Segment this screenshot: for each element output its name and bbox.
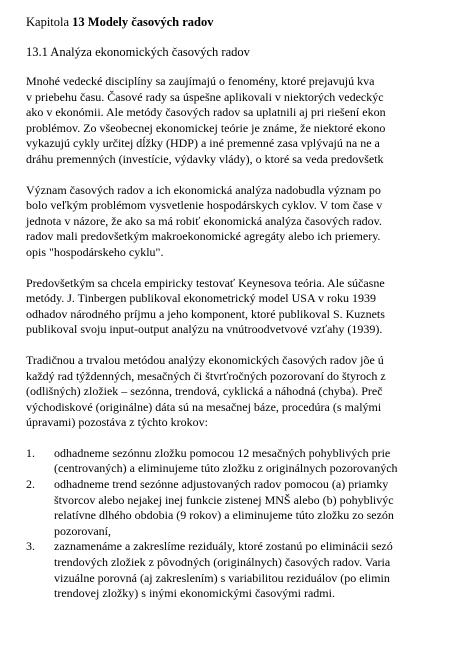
paragraph-4 — [26, 353, 451, 431]
step-item-3 — [26, 539, 451, 601]
paragraph-line: radov mali predovšetkým makroekonomické agregáty alebo ich priemery. — [26, 229, 381, 244]
paragraph-3 — [26, 276, 451, 338]
step-line: pozorovaní, — [54, 523, 111, 538]
paragraph-line: Význam časových radov a ich ekonomická analýza nadobudla význam po — [26, 182, 381, 197]
step-line: vizuálne porovná (aj zakreslením) s variabilitou reziduálov (po elimin — [54, 570, 390, 585]
paragraph-line: Tradičnou a trvalou metódou analýzy ekonomických časových radov jõe ú — [26, 352, 384, 367]
step-line: odhadneme sezónnu zložku pomocou 12 mesačných pohyblivých prie — [54, 445, 391, 460]
paragraph-line: problémov. Zo všeobecnej ekonomickej teórie je známe, že niektoré ekono — [26, 120, 386, 135]
paragraph-line: v priebehu času. Časové rady sa úspešne aplikovali v niektorých vedeckýc — [26, 89, 384, 104]
paragraph-line: odhadov národného príjmu a jeho komponent, ktoré publikoval S. Kuznets — [26, 306, 385, 321]
paragraph-2 — [26, 183, 451, 261]
step-line: (centrovaných) a eliminujeme túto zložku z originálnych pozorovaných — [54, 461, 398, 476]
paragraph-line: publikoval svoju input-output analýzu na vnútroodvetvové vzťahy (1939). — [26, 322, 383, 337]
paragraph-line: bolo veľkým problémom vysvetlenie hospodárskych cyklov. V tom čase v — [26, 198, 383, 213]
paragraph-line: Mnohé vedecké disciplíny sa zaujímajú o fenomény, ktoré prejavujú kva — [26, 74, 375, 88]
paragraph-1 — [26, 74, 451, 168]
step-text — [54, 446, 398, 477]
paragraph-line: opis "hospodárskeho cyklu". — [26, 244, 164, 259]
step-number: 3. — [26, 539, 35, 554]
step-item-2 — [26, 477, 451, 539]
paragraph-line: dráhu premenných (investície, výdavky vlády), o ktoré sa veda predovšetk — [26, 151, 384, 166]
chapter-title: 13 Modely časových radov — [72, 15, 214, 29]
paragraph-line: jednota v názore, že ako sa má robiť ekonomická analýza časových radov. — [26, 213, 382, 228]
step-line: zaznamenáme a zakreslíme reziduály, ktoré zostanú po eliminácii sezó — [54, 539, 393, 554]
paragraph-line: východiskové (originálne) dáta sú na mesačnej báze, procedúra (s malými — [26, 399, 382, 414]
steps-list — [26, 446, 451, 602]
step-number: 2. — [26, 477, 35, 492]
paragraph-line: metódy. J. Tinbergen publikoval ekonometrický model USA v roku 1939 — [26, 291, 376, 306]
paragraph-line: vykazujú cykly určitej dĺžky (HDP) a iné premenné zasa vplývajú na ne a — [26, 136, 380, 151]
step-line: relatívne dlhého obdobia (9 rokov) a eliminujeme túto zložku zo sezón — [54, 508, 394, 523]
step-line: štvorcov alebo nejakej inej funkcie zistenej MNŠ alebo (b) pohyblivýc — [54, 492, 394, 507]
chapter-prefix: Kapitola — [26, 15, 70, 29]
paragraph-line: Predovšetkým sa chcela empiricky testovať Keynesova teória. Ale súčasne — [26, 275, 385, 290]
step-item-1 — [26, 446, 451, 477]
paragraphs — [26, 74, 451, 431]
paragraph-line: úpravami) pozostáva z týchto krokov: — [26, 415, 208, 430]
step-text — [54, 539, 393, 601]
paragraph-line: ako v ekonómii. Ale metódy časových radov sa uplatnili aj pri riešení ekon — [26, 105, 386, 120]
paragraph-line: (odlišných) zložiek – sezónna, trendová, cyklická a náhodná (chyba). Preč — [26, 384, 383, 399]
step-line: odhadneme trend sezónne adjustovaných radov pomocou (a) priamky — [54, 477, 389, 492]
chapter-heading — [26, 14, 451, 30]
step-number: 1. — [26, 445, 35, 460]
step-line: trendových zložiek z pôvodných (originálnych) časových radov. Varia — [54, 555, 391, 570]
step-text — [54, 477, 394, 539]
document-body — [26, 14, 451, 602]
step-line: trendovej zložky) s inými ekonomickými časovými radmi. — [54, 586, 335, 601]
section-heading: 13.1 Analýza ekonomických časových radov — [26, 45, 250, 59]
paragraph-line: každý rad týždenných, mesačných či štvrťročných pozorovaní do štyroch z — [26, 368, 386, 383]
